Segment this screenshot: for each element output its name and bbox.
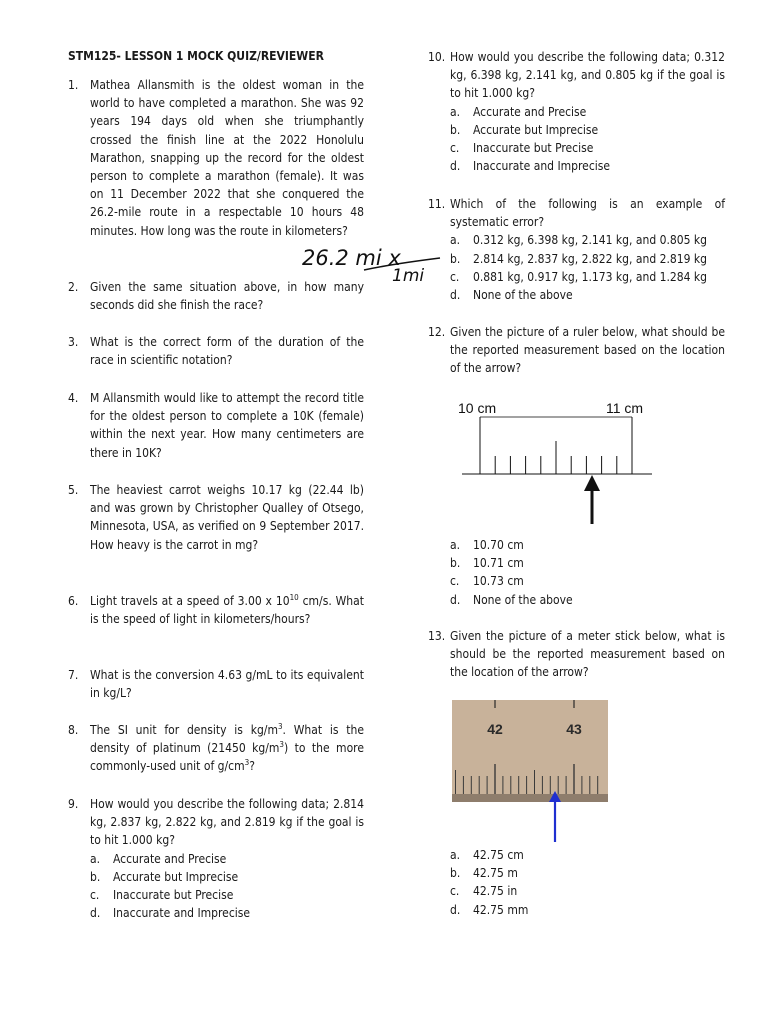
question-text: Mathea Allansmith is the oldest woman in the world to have completed a marathon. She was 92 years 194 days old when she triumphantly crossed the finish line at the 2022 Honolulu Marathon, snapping up the record for the oldest person to complete a marathon (female). It was on 11 December 2022 that she conquered the 26.2-mile route in a respectable 10 hours 48 minutes. How long was the route in kilometers?	[90, 78, 364, 238]
option-letter: a.	[450, 848, 461, 862]
option-text: 42.75 cm	[473, 848, 524, 862]
question-number: 9.	[68, 797, 79, 811]
option-c[interactable]	[450, 882, 725, 900]
option-letter: d.	[450, 902, 461, 917]
option-letter: b.	[450, 251, 461, 266]
question-number: 13.	[428, 629, 446, 643]
option-letter: a.	[90, 851, 101, 866]
option-c[interactable]	[450, 139, 725, 157]
exponent: 3	[277, 722, 283, 731]
ruler-ticks	[480, 417, 632, 474]
question-13-options	[428, 846, 725, 919]
option-c[interactable]	[450, 572, 725, 590]
page-title: STM125- LESSON 1 MOCK QUIZ/REVIEWER	[68, 49, 324, 63]
option-letter: c.	[450, 141, 460, 156]
question-number: 4.	[68, 391, 79, 405]
option-letter: b.	[450, 122, 461, 137]
exponent: 10	[289, 593, 299, 602]
answer-options	[450, 231, 725, 304]
option-text: Inaccurate and Imprecise	[473, 159, 611, 174]
question-8	[68, 721, 364, 776]
question-number: 1.	[68, 78, 79, 92]
question-number: 5.	[68, 483, 79, 497]
option-text: Accurate but Imprecise	[113, 869, 239, 884]
question-number: 8.	[68, 723, 79, 737]
question-12	[428, 323, 725, 378]
option-c[interactable]	[90, 886, 364, 904]
meter-stick-figure	[452, 700, 610, 845]
option-a[interactable]	[450, 103, 725, 121]
question-3	[68, 333, 364, 369]
question-12-options	[428, 536, 725, 609]
question-text: What is the correct form of the duration of the race in scientific notation?	[90, 335, 364, 368]
option-b[interactable]	[450, 121, 725, 139]
option-letter: a.	[450, 104, 461, 119]
option-letter: a.	[450, 538, 461, 552]
option-letter: d.	[450, 288, 461, 303]
answer-options	[450, 536, 725, 609]
option-text: 42.75 mm	[473, 902, 529, 917]
question-text: M Allansmith would like to attempt the record title for the oldest person to complete a 10K (female) within the next year. How many centimeters are there in 10K?	[90, 391, 364, 460]
question-6	[68, 592, 364, 628]
question-text: The heaviest carrot weighs 10.17 kg (22.44 lb) and was grown by Christopher Qualley of Otsego, Minnesota, USA, as verified on 9 September 2017. How heavy is the carrot in mg?	[90, 483, 364, 552]
option-letter: b.	[450, 556, 461, 571]
question-number: 6.	[68, 594, 79, 608]
question-4	[68, 389, 364, 462]
option-b[interactable]	[450, 250, 725, 268]
stick-label-42: 42	[487, 721, 503, 737]
question-text	[90, 592, 364, 628]
option-b[interactable]	[90, 868, 364, 886]
question-text-part: cm/s. What is the speed of light in kilometers/hours?	[90, 594, 364, 627]
question-number: 3.	[68, 335, 79, 349]
option-letter: d.	[90, 906, 101, 921]
stick-label-43: 43	[566, 721, 582, 737]
ruler-left-label: 10 cm	[458, 400, 497, 416]
option-letter: a.	[450, 233, 461, 248]
option-a[interactable]	[90, 850, 364, 868]
option-text: 42.75 in	[473, 884, 518, 899]
answer-options	[90, 850, 364, 923]
option-text: 0.312 kg, 6.398 kg, 2.141 kg, and 0.805 kg	[473, 233, 708, 248]
ruler-right-label: 11 cm	[606, 400, 644, 416]
question-text-part: Light travels at a speed of 3.00 x 10	[90, 594, 290, 608]
option-text: Accurate but Imprecise	[473, 122, 599, 137]
option-text: Accurate and Precise	[113, 851, 227, 866]
option-letter: d.	[450, 592, 461, 607]
option-b[interactable]	[450, 554, 725, 572]
option-text: Inaccurate and Imprecise	[113, 906, 251, 921]
question-text-part: The SI unit for density is kg/m	[90, 723, 278, 737]
question-text	[90, 721, 364, 776]
option-letter: b.	[450, 866, 461, 881]
exponent: 3	[279, 740, 284, 750]
question-number: 12.	[428, 325, 446, 339]
option-c[interactable]	[450, 268, 725, 286]
question-text: What is the conversion 4.63 g/mL to its equivalent in kg/L?	[90, 668, 364, 701]
option-d[interactable]	[450, 157, 725, 175]
option-text: None of the above	[473, 288, 573, 303]
answer-options	[450, 103, 725, 176]
meter-stick-body	[452, 700, 608, 802]
question-number: 7.	[68, 668, 79, 682]
question-13	[428, 627, 725, 682]
question-text: How would you describe the following data; 0.312 kg, 6.398 kg, 2.141 kg, and 0.805 kg if the goal is to hit 1.000 kg?	[450, 50, 725, 101]
option-a[interactable]	[450, 536, 725, 554]
option-a[interactable]	[450, 231, 725, 249]
ruler-arrow	[584, 475, 600, 524]
option-letter: c.	[90, 888, 100, 903]
option-text: 10.73 cm	[473, 574, 524, 589]
question-10	[428, 48, 725, 175]
question-text-part: . What is the density of platinum (21450 kg/m	[90, 723, 364, 756]
question-7	[68, 666, 364, 702]
question-text: Given the picture of a meter stick below, what is should be the reported measurement based on the location of the arrow?	[450, 629, 725, 680]
option-d[interactable]	[90, 904, 364, 922]
option-text: 2.814 kg, 2.837 kg, 2.822 kg, and 2.819 kg	[473, 251, 708, 266]
question-text-part: ?	[249, 759, 255, 774]
handwritten-note-line2: 1mi	[392, 266, 425, 286]
ruler-figure	[452, 395, 662, 530]
question-11	[428, 195, 725, 304]
handwritten-note-line1: 26.2 mi x	[302, 246, 401, 270]
option-text: None of the above	[473, 592, 573, 607]
question-text-part: ) to the more commonly-used unit of g/cm	[90, 741, 364, 774]
option-text: 10.70 cm	[473, 538, 524, 552]
question-1	[68, 76, 364, 240]
question-text: Given the picture of a ruler below, what should be the reported measurement based on the location of the arrow?	[450, 325, 725, 376]
option-letter: b.	[90, 869, 101, 884]
question-9	[68, 795, 364, 922]
option-letter: c.	[450, 574, 460, 589]
question-text: Given the same situation above, in how many seconds did she finish the race?	[90, 280, 364, 313]
option-letter: c.	[450, 269, 460, 284]
question-2	[68, 278, 364, 314]
question-number: 10.	[428, 50, 446, 64]
option-text: 42.75 m	[473, 866, 518, 881]
option-text: Accurate and Precise	[473, 104, 587, 119]
question-text: How would you describe the following data; 2.814 kg, 2.837 kg, 2.822 kg, and 2.819 kg if the goal is to hit 1.000 kg?	[90, 797, 364, 848]
question-text: Which of the following is an example of systematic error?	[450, 197, 725, 230]
option-d[interactable]	[450, 591, 725, 609]
option-text: Inaccurate but Precise	[113, 888, 234, 903]
exponent: 3	[244, 758, 250, 768]
question-number: 2.	[68, 280, 79, 294]
question-5	[68, 481, 364, 554]
answer-options	[450, 846, 725, 919]
option-text: 0.881 kg, 0.917 kg, 1.173 kg, and 1.284 kg	[473, 269, 708, 284]
option-text: 10.71 cm	[473, 556, 524, 571]
option-a[interactable]	[450, 846, 725, 864]
option-d[interactable]	[450, 901, 725, 919]
option-text: Inaccurate but Precise	[473, 141, 594, 156]
question-number: 11.	[428, 197, 446, 211]
option-letter: d.	[450, 159, 461, 174]
option-letter: c.	[450, 884, 460, 899]
option-d[interactable]	[450, 286, 725, 304]
option-b[interactable]	[450, 864, 725, 882]
meter-stick-edge	[452, 794, 608, 802]
